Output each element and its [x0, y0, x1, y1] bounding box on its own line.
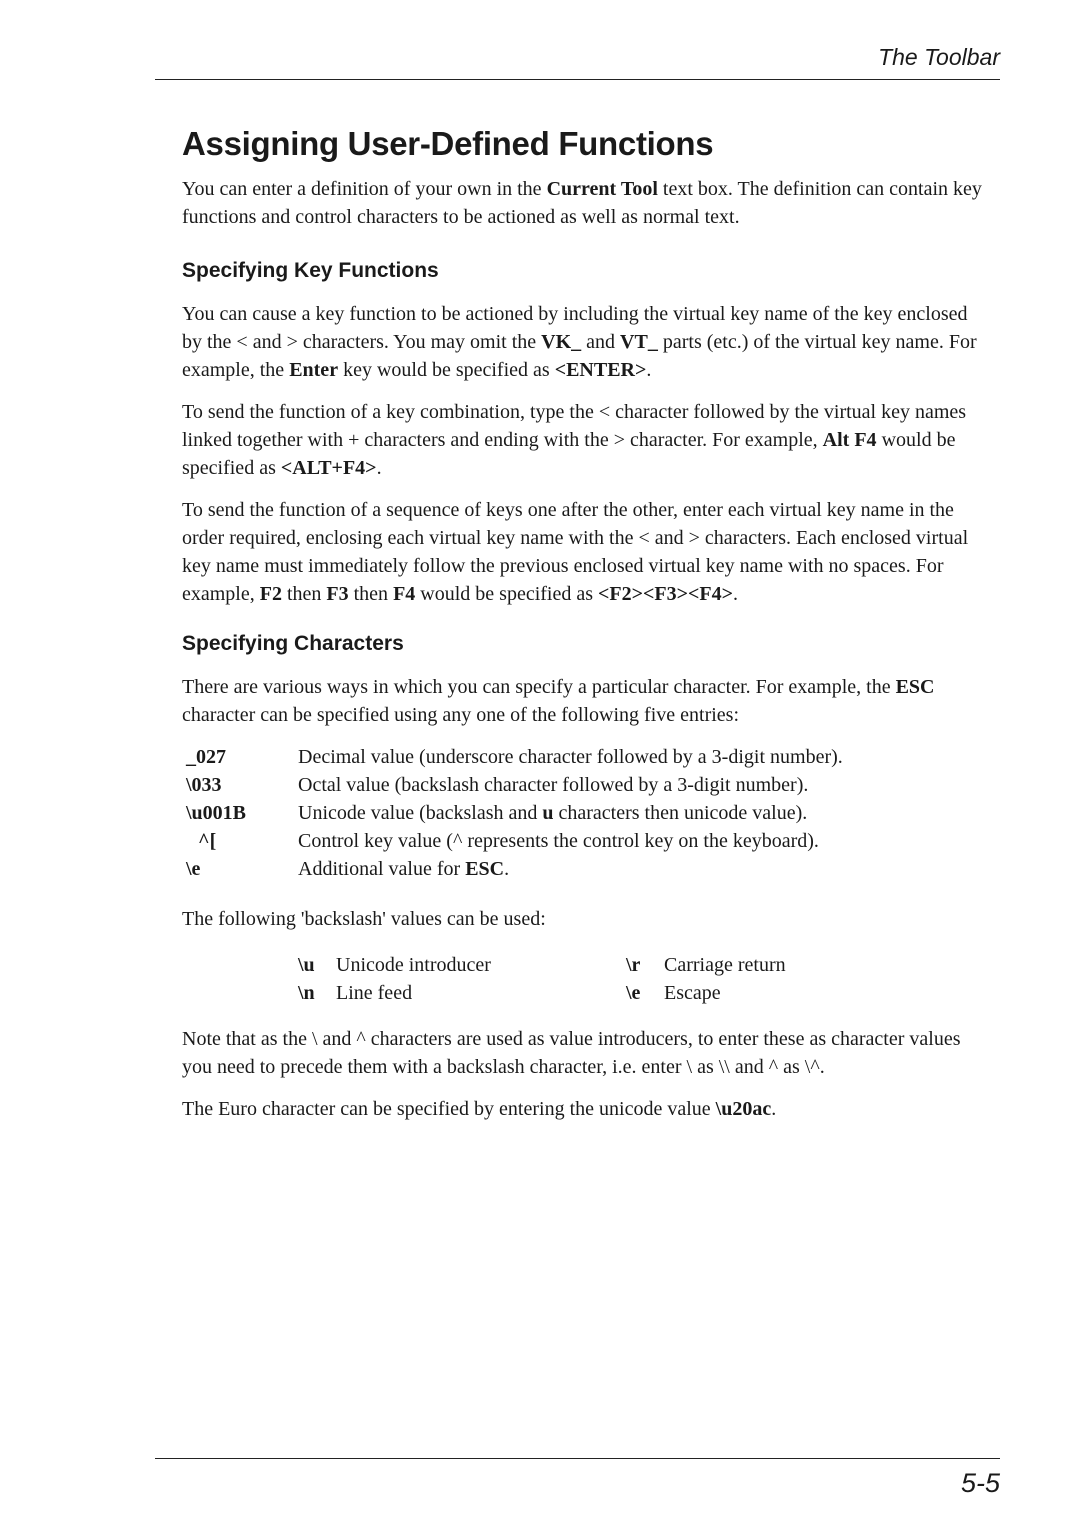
text-run: . [733, 583, 739, 605]
table-row [186, 827, 843, 855]
text-run: You can cause a key function to be actioned by including the virtual key name of the key enclosed by the < and > characters. You may omit the [182, 303, 968, 353]
bold-run: Alt F4 [822, 429, 877, 451]
bold-run: ESC [465, 858, 505, 880]
euro-paragraph [182, 1095, 982, 1123]
note-paragraph: Note that as the \ and ^ characters are used as value introducers, to enter these as character values you need to precede them with a backslash character, i.e. enter \ as \\ and ^ as \^. [182, 1028, 961, 1078]
key-functions-paragraph-3 [182, 496, 982, 608]
text-run: You can enter a definition of your own in the [182, 178, 547, 200]
intro-paragraph [182, 175, 982, 231]
text-run: then [281, 583, 327, 605]
table-row [298, 951, 786, 979]
table-row [298, 979, 786, 1007]
bold-run: Enter [289, 359, 339, 381]
entry-code: ^[ [198, 830, 217, 852]
entry-description [298, 799, 843, 827]
table-row [186, 771, 843, 799]
backslash-description: Escape [664, 982, 721, 1004]
backslash-key: \n [298, 982, 315, 1004]
backslash-values-table [298, 951, 786, 1007]
entry-description: Control key value (^ represents the control key on the keyboard). [298, 830, 819, 852]
text-run: . [376, 457, 382, 479]
text-run: . [504, 858, 510, 880]
table-row [186, 855, 843, 883]
backslash-key: \e [626, 982, 641, 1004]
entry-description: Octal value (backslash character followed by a 3-digit number). [298, 774, 809, 796]
section-heading-characters: Specifying Characters [182, 632, 404, 655]
text-run: and [581, 331, 621, 353]
esc-entries-table [186, 743, 843, 883]
bold-run: VT_ [620, 331, 658, 353]
backslash-description: Unicode introducer [336, 954, 491, 976]
page-content [182, 125, 982, 1137]
backslash-intro: The following 'backslash' values can be used: [182, 908, 546, 930]
text-run: characters then unicode value). [553, 802, 808, 824]
text-run: Unicode value (backslash and [298, 802, 543, 824]
key-functions-paragraph-1 [182, 300, 982, 384]
bold-run: F4 [393, 583, 416, 605]
backslash-description: Carriage return [664, 954, 786, 976]
bold-run: Current Tool [546, 178, 658, 200]
table-row [186, 799, 843, 827]
text-run: would be specified as [415, 583, 599, 605]
text-run: To send the function of a sequence of keys one after the other, enter each virtual key name in the order required, enclosing each virtual key name with the < and > characters. Each enclosed virtual key name must immediately follow the previous enclosed virtual key name with no spaces. For example, [182, 499, 969, 605]
bold-run: <ALT+F4> [280, 457, 377, 479]
key-functions-paragraph-2 [182, 398, 982, 482]
bold-run: <ENTER> [554, 359, 647, 381]
entry-description: Decimal value (underscore character followed by a 3-digit number). [298, 746, 843, 768]
running-header: The Toolbar [878, 44, 1000, 70]
bold-run: ESC [895, 676, 935, 698]
backslash-key: \r [626, 954, 641, 976]
backslash-key: \u [298, 954, 315, 976]
bold-run: VK_ [541, 331, 582, 353]
text-run: then [348, 583, 394, 605]
entry-code: \033 [186, 774, 222, 796]
page-title: Assigning User-Defined Functions [182, 125, 714, 162]
bold-run: u [542, 802, 554, 824]
text-run: To send the function of a key combination, type the < character followed by the virtual key names linked together with + characters and ending with the > character. For example, [182, 401, 967, 451]
bold-run: F3 [326, 583, 349, 605]
page-number: 5-5 [960, 1468, 1000, 1498]
entry-code: _027 [186, 746, 226, 768]
section-heading-key-functions: Specifying Key Functions [182, 259, 439, 282]
text-run: character can be specified using any one of the following five entries: [182, 704, 740, 726]
entry-description [298, 855, 843, 883]
bold-run: F2 [259, 583, 282, 605]
header-rule [155, 79, 1000, 80]
backslash-description: Line feed [336, 982, 413, 1004]
bold-run: <F2><F3><F4> [598, 583, 734, 605]
entry-code: \e [186, 858, 201, 880]
table-row [186, 743, 843, 771]
text-run: parts (etc.) of the virtual key name. For example, the [182, 331, 977, 381]
text-run: Additional value for [298, 858, 466, 880]
text-run: The Euro character can be specified by entering the unicode value [182, 1098, 716, 1120]
text-run: text box. The definition can contain key functions and control characters to be actioned as well as normal text. [182, 178, 982, 228]
text-run: would be specified as [182, 429, 956, 479]
text-run: . [771, 1098, 777, 1120]
text-run: . [646, 359, 652, 381]
text-run: key would be specified as [338, 359, 555, 381]
footer-rule [155, 1458, 1000, 1459]
characters-paragraph-1 [182, 673, 982, 729]
bold-run: \u20ac [715, 1098, 772, 1120]
text-run: There are various ways in which you can specify a particular character. For example, the [182, 676, 896, 698]
entry-code: \u001B [186, 802, 247, 824]
